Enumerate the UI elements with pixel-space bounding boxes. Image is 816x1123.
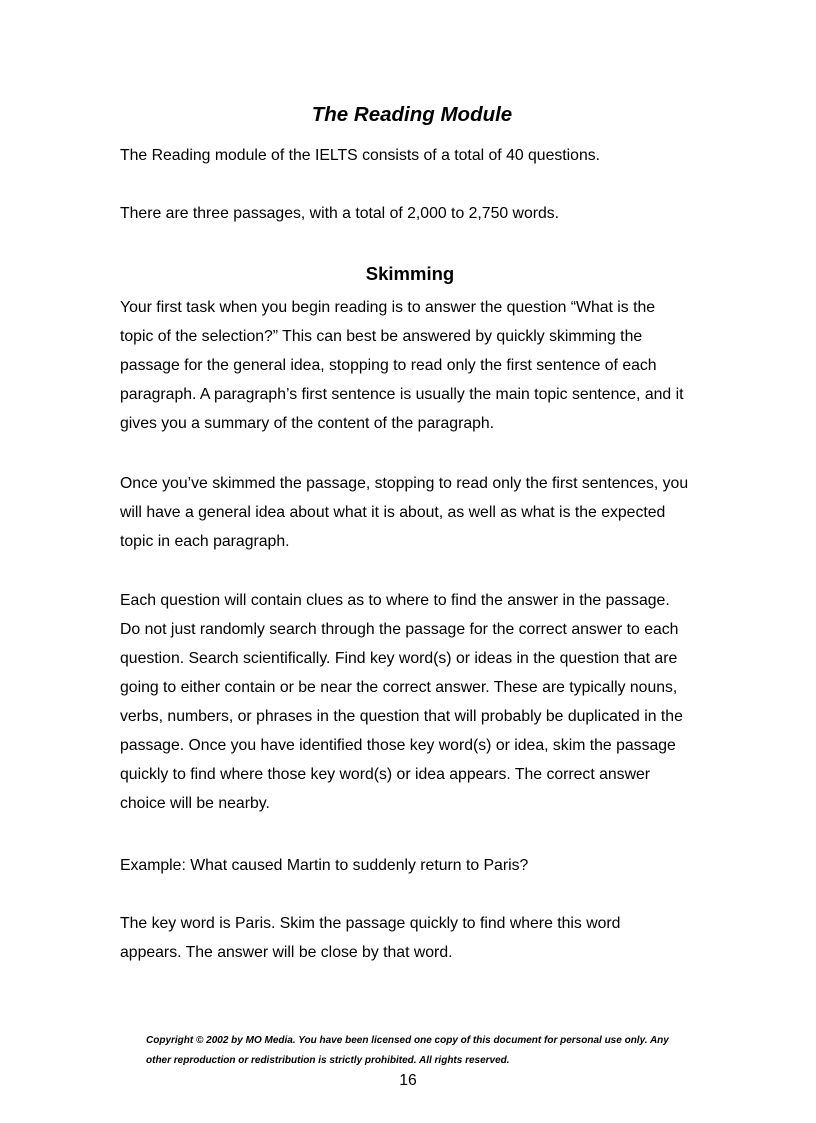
paragraph-line: topic in each paragraph. <box>120 533 290 550</box>
paragraph-line: going to either contain or be near the correct answer. These are typically nouns, <box>120 679 678 696</box>
section-heading: Skimming <box>365 263 455 284</box>
paragraph-line: quickly to find where those key word(s) or idea appears. The correct answer <box>120 766 651 783</box>
paragraph-line: choice will be nearby. <box>120 795 270 812</box>
skimming-paragraph-5 <box>120 909 710 967</box>
paragraph-line: paragraph. A paragraph’s first sentence is usually the main topic sentence, and it <box>120 386 684 403</box>
copyright-line: Copyright © 2002 by MO Media. You have been licensed one copy of this document for personal use only. Any <box>146 1035 669 1046</box>
paragraph-line: Once you’ve skimmed the passage, stopping to read only the first sentences, you <box>120 475 689 492</box>
copyright-footer <box>146 1031 746 1071</box>
paragraph-line: Example: What caused Martin to suddenly return to Paris? <box>120 857 529 874</box>
paragraph-line: question. Search scientifically. Find key word(s) or ideas in the question that are <box>120 650 678 667</box>
skimming-paragraph-3 <box>120 586 710 818</box>
intro-paragraph-2 <box>120 199 710 228</box>
paragraph-line: topic of the selection?” This can best be answered by quickly skimming the <box>120 328 643 345</box>
intro-line: The Reading module of the IELTS consists of a total of 40 questions. <box>120 147 601 164</box>
intro-line: There are three passages, with a total of 2,000 to 2,750 words. <box>120 205 560 222</box>
paragraph-line: verbs, numbers, or phrases in the question that will probably be duplicated in the <box>120 708 683 725</box>
intro-paragraph-1 <box>120 141 710 170</box>
page-title: The Reading Module <box>311 103 513 126</box>
example-paragraph <box>120 851 710 880</box>
paragraph-line: gives you a summary of the content of the paragraph. <box>120 415 495 432</box>
copyright-line: other reproduction or redistribution is strictly prohibited. All rights reserved. <box>146 1055 510 1066</box>
paragraph-line: Each question will contain clues as to where to find the answer in the passage. <box>120 592 670 609</box>
skimming-paragraph-2 <box>120 469 710 556</box>
paragraph-line: passage for the general idea, stopping to read only the first sentence of each <box>120 357 657 374</box>
paragraph-line: will have a general idea about what it is about, as well as what is the expected <box>120 504 666 521</box>
skimming-paragraph-1 <box>120 293 710 438</box>
paragraph-line: Your first task when you begin reading is to answer the question “What is the <box>120 299 656 316</box>
paragraph-line: The key word is Paris. Skim the passage quickly to find where this word <box>120 915 621 932</box>
page-number: 16 <box>399 1072 417 1089</box>
paragraph-line: passage. Once you have identified those key word(s) or idea, skim the passage <box>120 737 676 754</box>
paragraph-line: Do not just randomly search through the passage for the correct answer to each <box>120 621 679 638</box>
paragraph-line: appears. The answer will be close by that word. <box>120 944 453 961</box>
